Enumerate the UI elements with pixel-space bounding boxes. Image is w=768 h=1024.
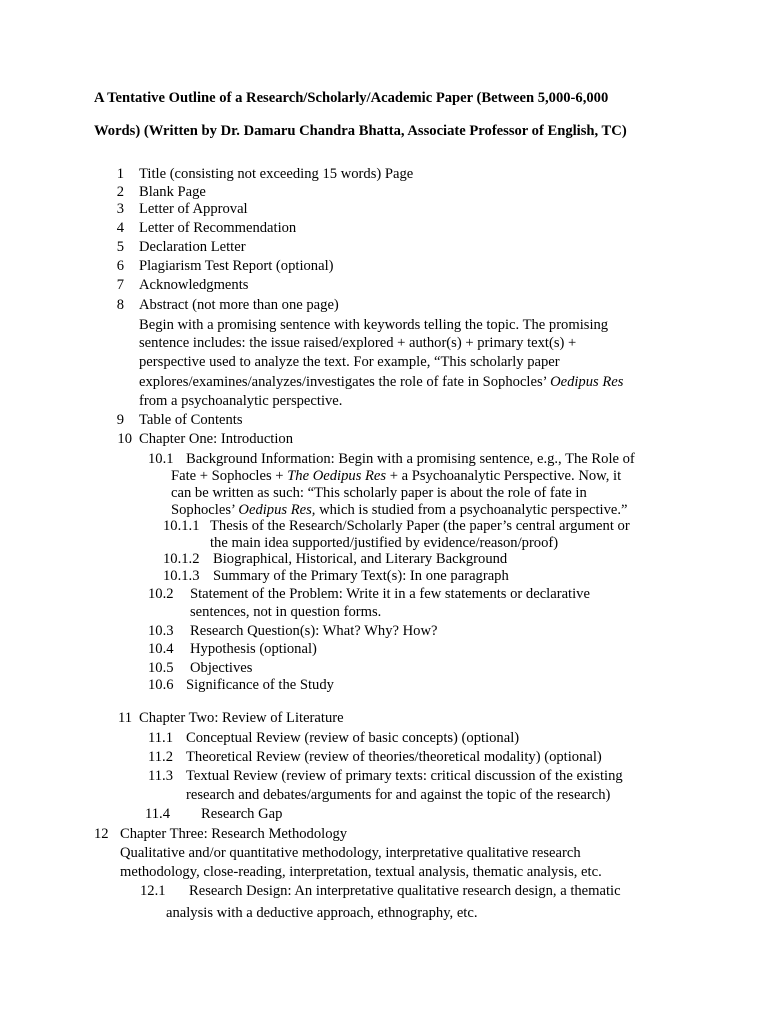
item-number: 11 <box>117 710 132 726</box>
item-text: Plagiarism Test Report (optional) <box>139 258 334 274</box>
subsection-text: Biographical, Historical, and Literary Background <box>213 551 508 567</box>
subsection-number: 10.3 <box>148 623 174 639</box>
italic-title: Oedipus Res, <box>238 502 316 518</box>
abstract-body-line: sentence includes: the issue raised/explored + author(s) + primary text(s) + <box>139 335 577 351</box>
subsection-number: 10.1.2 <box>163 551 200 567</box>
abstract-body-text: explores/examines/analyzes/investigates the role of fate in Sophocles’ <box>139 374 551 390</box>
subsection-text-part: which is studied from a psychoanalytic perspective.” <box>315 502 628 518</box>
subsection-number: 11.3 <box>148 768 173 784</box>
subsection-text: Hypothesis (optional) <box>190 641 317 657</box>
subsection-text: Statement of the Problem: Write it in a few statements or declarative <box>190 586 590 602</box>
abstract-body-line: perspective used to analyze the text. For example, “This scholarly paper <box>139 354 560 370</box>
subsection-text: research and debates/arguments for and against the topic of the research) <box>186 787 611 803</box>
item-number: 3 <box>116 201 124 217</box>
subsection-text: Textual Review (review of primary texts: critical discussion of the existing <box>186 768 623 784</box>
item-number: 8 <box>116 297 124 313</box>
item-number: 7 <box>116 277 124 293</box>
item-text: Abstract (not more than one page) <box>139 297 339 313</box>
chapter-three-body-line: Qualitative and/or quantitative methodology, interpretative qualitative research <box>120 845 581 861</box>
subsection-text-part: Fate + Sophocles + <box>171 468 288 484</box>
subsection-number: 10.2 <box>148 586 174 602</box>
item-text: Letter of Approval <box>139 201 248 217</box>
item-number: 12 <box>94 826 109 842</box>
subsection-text: Research Gap <box>201 806 283 822</box>
subsection-text: Thesis of the Research/Scholarly Paper (the paper’s central argument or <box>210 518 630 534</box>
subsection-text: analysis with a deductive approach, ethnography, etc. <box>166 905 478 921</box>
subsection-number: 10.4 <box>148 641 174 657</box>
item-text: Title (consisting not exceeding 15 words) Page <box>139 166 414 182</box>
subsection-number: 10.5 <box>148 660 174 676</box>
subsection-text: Objectives <box>190 660 253 676</box>
item-number: 2 <box>116 184 124 200</box>
document-title-line-1: A Tentative Outline of a Research/Scholarly/Academic Paper (Between 5,000-6,000 <box>94 90 609 106</box>
subsection-number: 10.1.1 <box>163 518 200 534</box>
subsection-text: Significance of the Study <box>186 677 334 693</box>
subsection-text: can be written as such: “This scholarly paper is about the role of fate in <box>171 485 587 501</box>
item-text: Declaration Letter <box>139 239 246 255</box>
subsection-text: Summary of the Primary Text(s): In one paragraph <box>213 568 509 584</box>
item-number: 5 <box>116 239 124 255</box>
item-text: Chapter Three: Research Methodology <box>120 826 348 842</box>
item-text: Table of Contents <box>139 412 243 428</box>
subsection-number: 11.1 <box>148 730 173 746</box>
item-text: Chapter Two: Review of Literature <box>139 710 344 726</box>
abstract-body-line <box>139 374 623 391</box>
subsection-number: 11.4 <box>145 806 170 822</box>
item-text: Letter of Recommendation <box>139 220 297 236</box>
subsection-text <box>171 502 628 519</box>
subsection-text-part: Sophocles’ <box>171 502 239 518</box>
item-number: 9 <box>116 412 124 428</box>
item-number: 10 <box>117 431 132 447</box>
item-text: Chapter One: Introduction <box>139 431 294 447</box>
subsection-number: 10.1 <box>148 451 174 467</box>
chapter-three-body-line: methodology, close-reading, interpretation, textual analysis, thematic analysis, etc. <box>120 864 602 880</box>
subsection-text: Research Design: An interpretative qualitative research design, a thematic <box>189 883 621 899</box>
subsection-text: the main idea supported/justified by evidence/reason/proof) <box>210 535 559 551</box>
item-number: 4 <box>116 220 124 236</box>
abstract-italic-title: Oedipus Res <box>550 374 624 390</box>
abstract-body-line: Begin with a promising sentence with keywords telling the topic. The promising <box>139 317 609 333</box>
abstract-body-line: from a psychoanalytic perspective. <box>139 393 343 409</box>
subsection-text: Theoretical Review (review of theories/theoretical modality) (optional) <box>186 749 602 765</box>
item-number: 6 <box>116 258 124 274</box>
subsection-number: 10.6 <box>148 677 174 693</box>
subsection-number: 11.2 <box>148 749 173 765</box>
subsection-text <box>171 468 621 485</box>
subsection-text: Research Question(s): What? Why? How? <box>190 623 438 639</box>
subsection-text: sentences, not in question forms. <box>190 604 382 620</box>
item-text: Acknowledgments <box>139 277 249 293</box>
subsection-text: Background Information: Begin with a promising sentence, e.g., The Role of <box>186 451 635 467</box>
subsection-text-part: + a Psychoanalytic Perspective. Now, it <box>386 468 622 484</box>
item-number: 1 <box>116 166 124 182</box>
subsection-number: 12.1 <box>140 883 166 899</box>
document-title-line-2: Words) (Written by Dr. Damaru Chandra Bhatta, Associate Professor of English, TC) <box>94 123 627 139</box>
subsection-text: Conceptual Review (review of basic concepts) (optional) <box>186 730 520 746</box>
subsection-number: 10.1.3 <box>163 568 200 584</box>
italic-title: The Oedipus Res <box>287 468 387 484</box>
item-text: Blank Page <box>139 184 206 200</box>
